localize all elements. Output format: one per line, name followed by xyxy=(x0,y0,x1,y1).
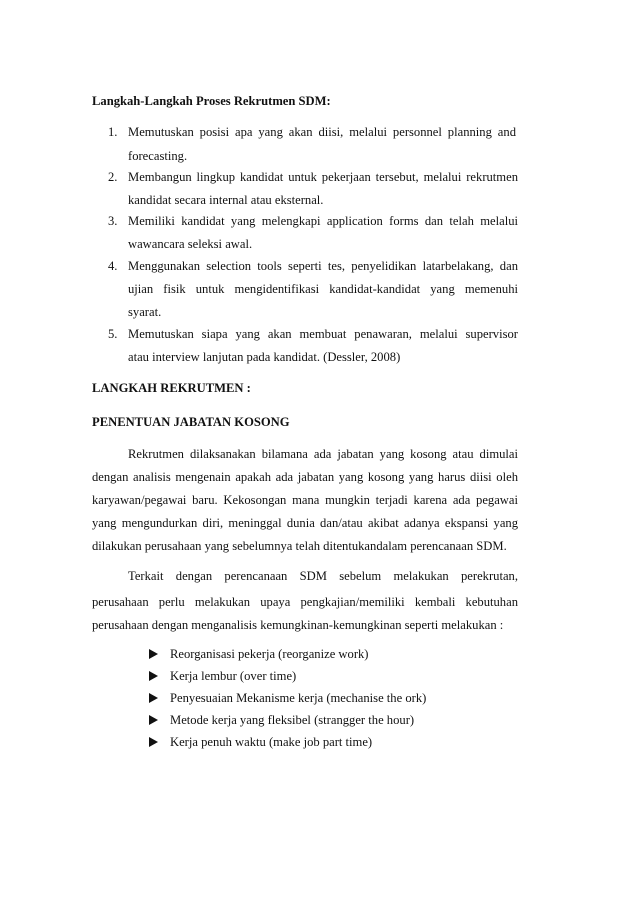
section-title: LANGKAH REKRUTMEN : xyxy=(92,381,251,395)
paragraph-line: Rekrutmen dilaksanakan bilamana ada jabatan yang kosong atau dimulai xyxy=(128,447,518,461)
step-text: Memutuskan siapa yang akan membuat penawaran, melalui supervisor xyxy=(128,327,518,341)
step-text: syarat. xyxy=(128,305,162,319)
paragraph-line: perusahaan dengan menganalisis kemungkinan-kemungkinan seperti melakukan : xyxy=(92,618,504,632)
paragraph-line: dilakukan perusahaan yang sebelumnya telah ditentukandalam perencanaan SDM. xyxy=(92,539,507,553)
step-text: forecasting. xyxy=(128,149,188,163)
page-heading: Langkah-Langkah Proses Rekrutmen SDM: xyxy=(92,94,331,108)
arrow-bullet-icon xyxy=(149,737,158,747)
step-text: wawancara seleksi awal. xyxy=(128,237,253,251)
step-text: Memutuskan posisi apa yang akan diisi, melalui personnel planning and xyxy=(128,125,516,139)
step-number: 2. xyxy=(108,170,118,184)
step-number: 1. xyxy=(108,125,118,139)
arrow-bullet-icon xyxy=(149,693,158,703)
step-text: Membangun lingkup kandidat untuk pekerjaan tersebut, melalui rekrutmen xyxy=(128,170,518,184)
bullet-text: Penyesuaian Mekanisme kerja (mechanise the ork) xyxy=(170,691,427,705)
paragraph-line: karyawan/pegawai baru. Kekosongan mana mungkin terjadi karena ada pegawai xyxy=(92,493,518,507)
arrow-bullet-icon xyxy=(149,649,158,659)
paragraph-line: Terkait dengan perencanaan SDM sebelum melakukan perekrutan, xyxy=(128,569,518,583)
step-text: ujian fisik untuk mengidentifikasi kandidat-kandidat yang memenuhi xyxy=(128,282,518,296)
paragraph-line: dengan analisis mengenain apakah ada jabatan yang kosong yang harus diisi oleh xyxy=(92,470,518,484)
step-text: Memiliki kandidat yang melengkapi application forms dan telah melalui xyxy=(128,214,518,228)
bullet-text: Metode kerja yang fleksibel (strangger the hour) xyxy=(170,713,415,727)
step-number: 3. xyxy=(108,214,118,228)
step-text: atau interview lanjutan pada kandidat. (Dessler, 2008) xyxy=(128,350,401,364)
arrow-bullet-icon xyxy=(149,715,158,725)
step-number: 4. xyxy=(108,259,118,273)
paragraph-line: yang mengundurkan diri, meninggal dunia dan/atau akibat adanya ekspansi yang xyxy=(92,516,518,530)
bullet-text: Kerja lembur (over time) xyxy=(170,669,297,683)
step-number: 5. xyxy=(108,327,118,341)
paragraph-line: perusahaan perlu melakukan upaya pengkajian/memiliki kembali kebutuhan xyxy=(92,595,518,609)
subsection-title: PENENTUAN JABATAN KOSONG xyxy=(92,415,290,429)
bullet-text: Kerja penuh waktu (make job part time) xyxy=(170,735,373,749)
step-text: kandidat secara internal atau eksternal. xyxy=(128,193,324,207)
step-text: Menggunakan selection tools seperti tes, penyelidikan latarbelakang, dan xyxy=(128,259,518,273)
arrow-bullet-icon xyxy=(149,671,158,681)
bullet-text: Reorganisasi pekerja (reorganize work) xyxy=(170,647,369,661)
